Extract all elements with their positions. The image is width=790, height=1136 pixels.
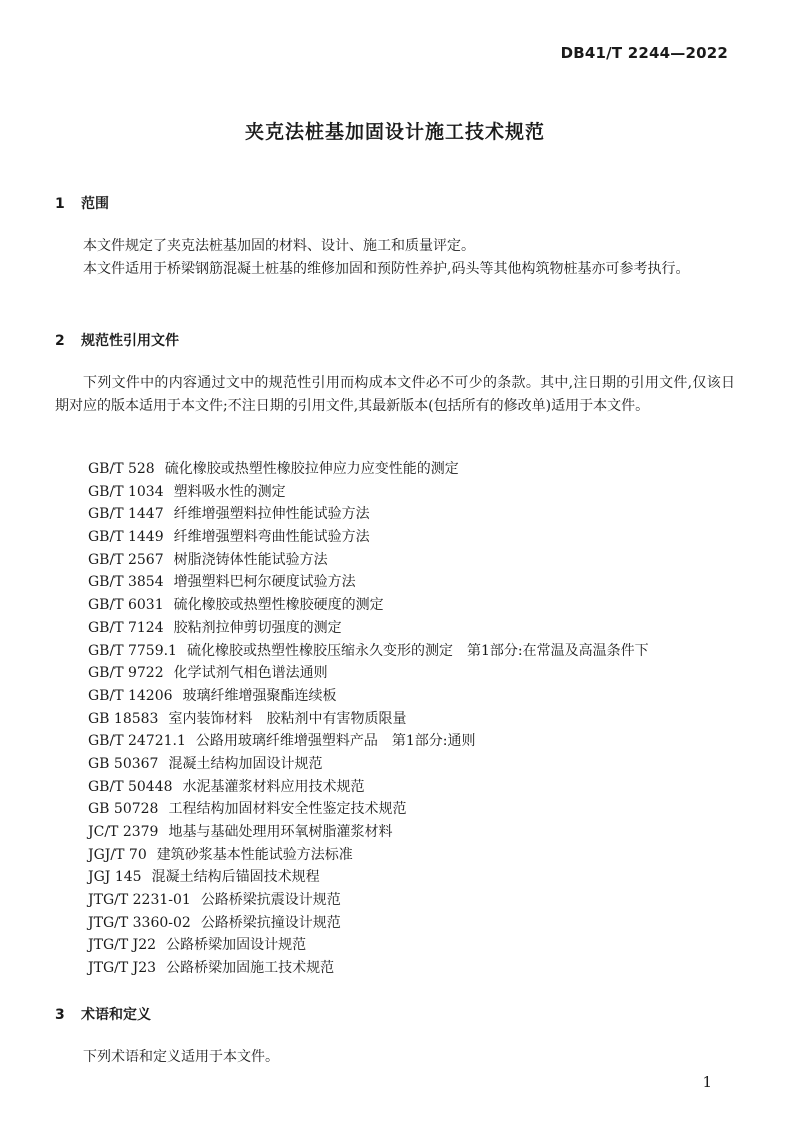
reference-name: 工程结构加固材料安全性鉴定技术规范 — [168, 801, 407, 818]
reference-code: GB/T 528 — [88, 461, 155, 477]
reference-name: 化学试剂气相色谱法通则 — [173, 665, 328, 682]
document-code: DB41/T 2244—2022 — [560, 44, 728, 62]
reference-code: JGJ 145 — [88, 869, 142, 886]
reference-item — [88, 594, 649, 617]
reference-code: GB/T 50448 — [88, 778, 173, 795]
reference-code: GB/T 1034 — [88, 483, 164, 500]
reference-code: GB 50728 — [88, 801, 159, 818]
section-heading-normative-references — [55, 330, 179, 350]
reference-code: GB/T 24721.1 — [88, 733, 186, 750]
section-heading-terms-definitions — [55, 1004, 151, 1024]
reference-item — [88, 753, 649, 776]
reference-name: 胶粘剂拉伸剪切强度的测定 — [173, 619, 342, 636]
reference-item — [88, 503, 649, 526]
reference-item — [88, 912, 649, 935]
reference-item — [88, 798, 649, 821]
page-number: 1 — [702, 1073, 712, 1091]
reference-code: JC/T 2379 — [88, 824, 159, 840]
reference-name: 硫化橡胶或热塑性橡胶拉伸应力应变性能的测定 — [164, 461, 459, 477]
reference-item — [88, 730, 649, 753]
reference-code: JTG/T 2231-01 — [88, 892, 191, 909]
reference-code: JTG/T 3360-02 — [88, 914, 191, 931]
reference-code: GB/T 1447 — [88, 506, 164, 523]
document-title: 夹克法桩基加固设计施工技术规范 — [244, 121, 545, 143]
reference-name: 玻璃纤维增强聚酯连续板 — [182, 687, 337, 704]
scope-paragraph-2: 本文件适用于桥梁钢筋混凝土桩基的维修加固和预防性养护,码头等其他构筑物桩基亦可参考执行。 — [83, 261, 690, 277]
reference-list — [88, 458, 649, 980]
reference-name: 硫化橡胶或热塑性橡胶硬度的测定 — [173, 597, 384, 614]
reference-item — [88, 481, 649, 504]
reference-item — [88, 458, 649, 481]
reference-name: 混凝土结构加固设计规范 — [168, 755, 323, 772]
section-title: 规范性引用文件 — [81, 333, 179, 349]
reference-code: GB/T 3854 — [88, 574, 164, 591]
section-heading-scope — [55, 193, 109, 213]
reference-name: 树脂浇铸体性能试验方法 — [173, 551, 328, 568]
reference-item — [88, 549, 649, 572]
reference-code: GB/T 1449 — [88, 529, 164, 546]
reference-item — [88, 662, 649, 685]
reference-item — [88, 526, 649, 549]
reference-code: GB 18583 — [88, 710, 159, 727]
section-title: 术语和定义 — [81, 1007, 151, 1023]
reference-item — [88, 844, 649, 867]
reference-name: 公路桥梁加固施工技术规范 — [166, 960, 335, 977]
reference-code: GB/T 9722 — [88, 665, 164, 682]
reference-item — [88, 640, 649, 663]
reference-item — [88, 617, 649, 640]
references-intro-paragraph: 下列文件中的内容通过文中的规范性引用而构成本文件必不可少的条款。其中,注日期的引用文件,仅该日期对应的版本适用于本文件;不注日期的引用文件,其最新版本(包括所有的修改单)适用于本文件。 — [55, 375, 735, 414]
reference-item — [88, 708, 649, 731]
reference-name: 增强塑料巴柯尔硬度试验方法 — [173, 574, 356, 591]
section-number: 1 — [55, 196, 65, 212]
reference-name: 公路桥梁加固设计规范 — [166, 937, 307, 954]
reference-name: 塑料吸水性的测定 — [173, 483, 286, 500]
reference-code: JTG/T J23 — [88, 960, 157, 977]
reference-name: 公路用玻璃纤维增强塑料产品 第1部分:通则 — [195, 733, 476, 750]
reference-item — [88, 934, 649, 957]
reference-name: 室内装饰材料 胶粘剂中有害物质限量 — [168, 710, 407, 727]
reference-code: JGJ/T 70 — [88, 846, 147, 863]
reference-name: 纤维增强塑料弯曲性能试验方法 — [173, 529, 370, 546]
reference-code: GB/T 2567 — [88, 551, 164, 568]
section-number: 2 — [55, 333, 65, 349]
section-number: 3 — [55, 1007, 65, 1023]
reference-item — [88, 957, 649, 980]
scope-paragraph-1: 本文件规定了夹克法桩基加固的材料、设计、施工和质量评定。 — [83, 238, 475, 254]
terms-intro-paragraph: 下列术语和定义适用于本文件。 — [83, 1049, 279, 1065]
reference-name: 地基与基础处理用环氧树脂灌浆材料 — [168, 824, 393, 840]
reference-item — [88, 866, 649, 889]
reference-name: 建筑砂浆基本性能试验方法标准 — [156, 846, 353, 863]
reference-item — [88, 776, 649, 799]
reference-name: 混凝土结构后锚固技术规程 — [151, 869, 320, 886]
reference-code: JTG/T J22 — [88, 937, 157, 954]
reference-code: GB/T 7759.1 — [88, 642, 177, 659]
section-title: 范围 — [81, 196, 109, 212]
reference-item — [88, 821, 649, 844]
reference-name: 公路桥梁抗震设计规范 — [200, 892, 341, 909]
reference-name: 水泥基灌浆材料应用技术规范 — [182, 778, 365, 795]
reference-item — [88, 571, 649, 594]
reference-name: 公路桥梁抗撞设计规范 — [200, 914, 341, 931]
reference-item — [88, 685, 649, 708]
reference-item — [88, 889, 649, 912]
reference-name: 纤维增强塑料拉伸性能试验方法 — [173, 506, 370, 523]
reference-code: GB/T 14206 — [88, 687, 173, 704]
reference-code: GB 50367 — [88, 755, 159, 772]
reference-code: GB/T 6031 — [88, 597, 164, 614]
reference-code: GB/T 7124 — [88, 619, 164, 636]
reference-name: 硫化橡胶或热塑性橡胶压缩永久变形的测定 第1部分:在常温及高温条件下 — [186, 642, 649, 659]
